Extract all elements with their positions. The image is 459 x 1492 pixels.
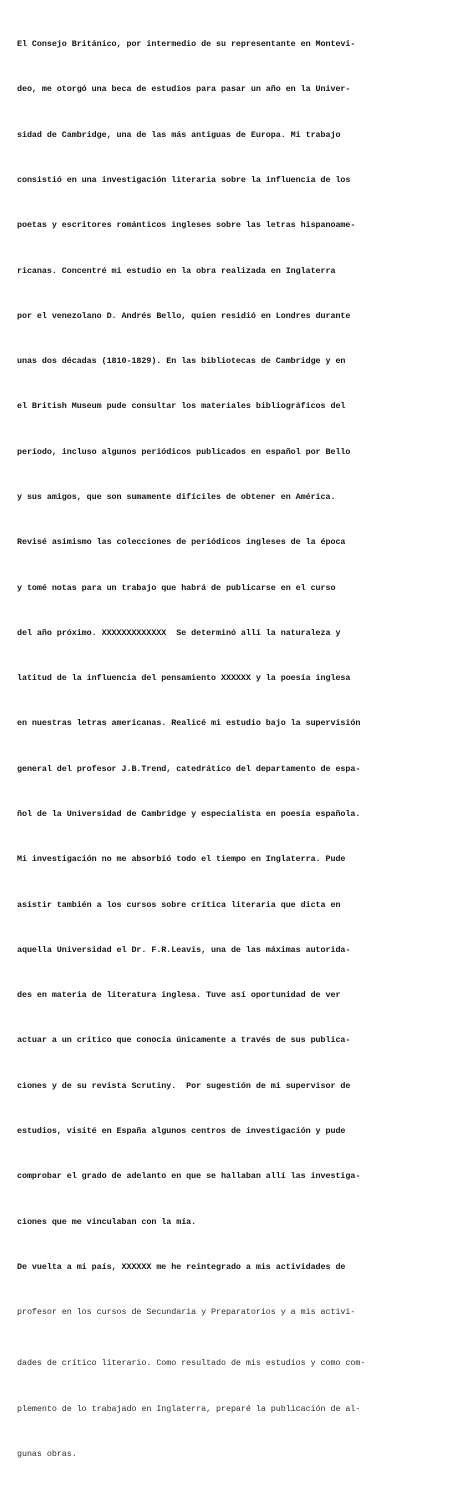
text-line: El Consejo Británico, por intermedio de su representante en Montevi-: [17, 39, 356, 50]
text-line: y tomé notas para un trabajo que habrá de publicarse en el curso: [17, 582, 336, 593]
text-line: dades de crítico literario. Como resultado de mis estudios y como com-: [17, 1358, 366, 1369]
text-line: gunas obras.: [17, 1448, 77, 1459]
text-line: aquella Universidad el Dr. F.R.Leavis, una de las máximas autorida-: [17, 944, 351, 955]
text-line: actuar a un crítico que conocía únicamente a través de sus publica-: [17, 1035, 351, 1046]
text-line: unas dos décadas (1810-1829). En las bibliotecas de Cambridge y en: [17, 356, 346, 367]
text-line: por el venezolano D. Andrés Bello, quien residió en Londres durante: [17, 310, 351, 321]
text-line: estudios, visité en España algunos centros de investigación y pude: [17, 1125, 346, 1136]
text-line: período, incluso algunos periódicos publicados en español por Bello: [17, 446, 351, 457]
text-line: consistió en una investigación literaria sobre la influencia de los: [17, 175, 351, 186]
text-line: asistir también a los cursos sobre crítica literaria que dicta en: [17, 899, 341, 910]
text-line: profesor en los cursos de Secundaria y Preparatorios y a mis activi-: [17, 1307, 356, 1318]
text-line: y sus amigos, que son sumamente difíciles de obtener en América.: [17, 492, 336, 502]
text-line: des en materia de literatura inglesa. Tuve así oportunidad de ver: [17, 990, 341, 1001]
text-line: en nuestras letras americanas. Realicé mi estudio bajo la supervisión: [17, 718, 361, 729]
text-line: sidad de Cambridge, una de las más antiguas de Europa. Mi trabajo: [17, 129, 341, 140]
text-line: poetas y escritores románticos ingleses sobre las letras hispanoame-: [17, 220, 356, 231]
typed-text-body: [17, 7, 447, 1492]
text-line: del año próximo. XXXXXXXXXXXXX Se determinó allí la naturaleza y: [17, 627, 341, 638]
text-line: Revisé asimismo las colecciones de periódicos ingleses de la época: [17, 537, 346, 548]
text-line: plemento de lo trabajado en Inglaterra, preparé la publicación de al-: [17, 1403, 361, 1414]
text-line: latitud de la influencia del pensamiento XXXXXX y la poesía inglesa: [17, 673, 351, 684]
text-line: Mi investigación no me absorbió todo el tiempo en Inglaterra. Pude: [17, 854, 346, 865]
text-line: ñol de la Universidad de Cambridge y especialista en poesía española.: [17, 808, 361, 819]
text-line: general del profesor J.B.Trend, catedrático del departamento de espa-: [17, 763, 361, 774]
text-line: ricanas. Concentré mi estudio en la obra realizada en Inglaterra: [17, 265, 336, 276]
text-line: deo, me otorgó una beca de estudios para pasar un año en la Univer-: [17, 84, 351, 95]
text-line: De vuelta a mi país, XXXXXX me he reintegrado a mis actividades de: [17, 1261, 346, 1272]
text-line: el British Museum pude consultar los materiales bibliográficos del: [17, 401, 346, 412]
text-line: ciones que me vinculaban con la mía.: [17, 1216, 197, 1227]
text-line: comprobar el grado de adelanto en que se hallaban allí las investiga-: [17, 1171, 361, 1182]
text-line: ciones y de su revista Scrutiny. Por sugestión de mi supervisor de: [17, 1080, 351, 1091]
